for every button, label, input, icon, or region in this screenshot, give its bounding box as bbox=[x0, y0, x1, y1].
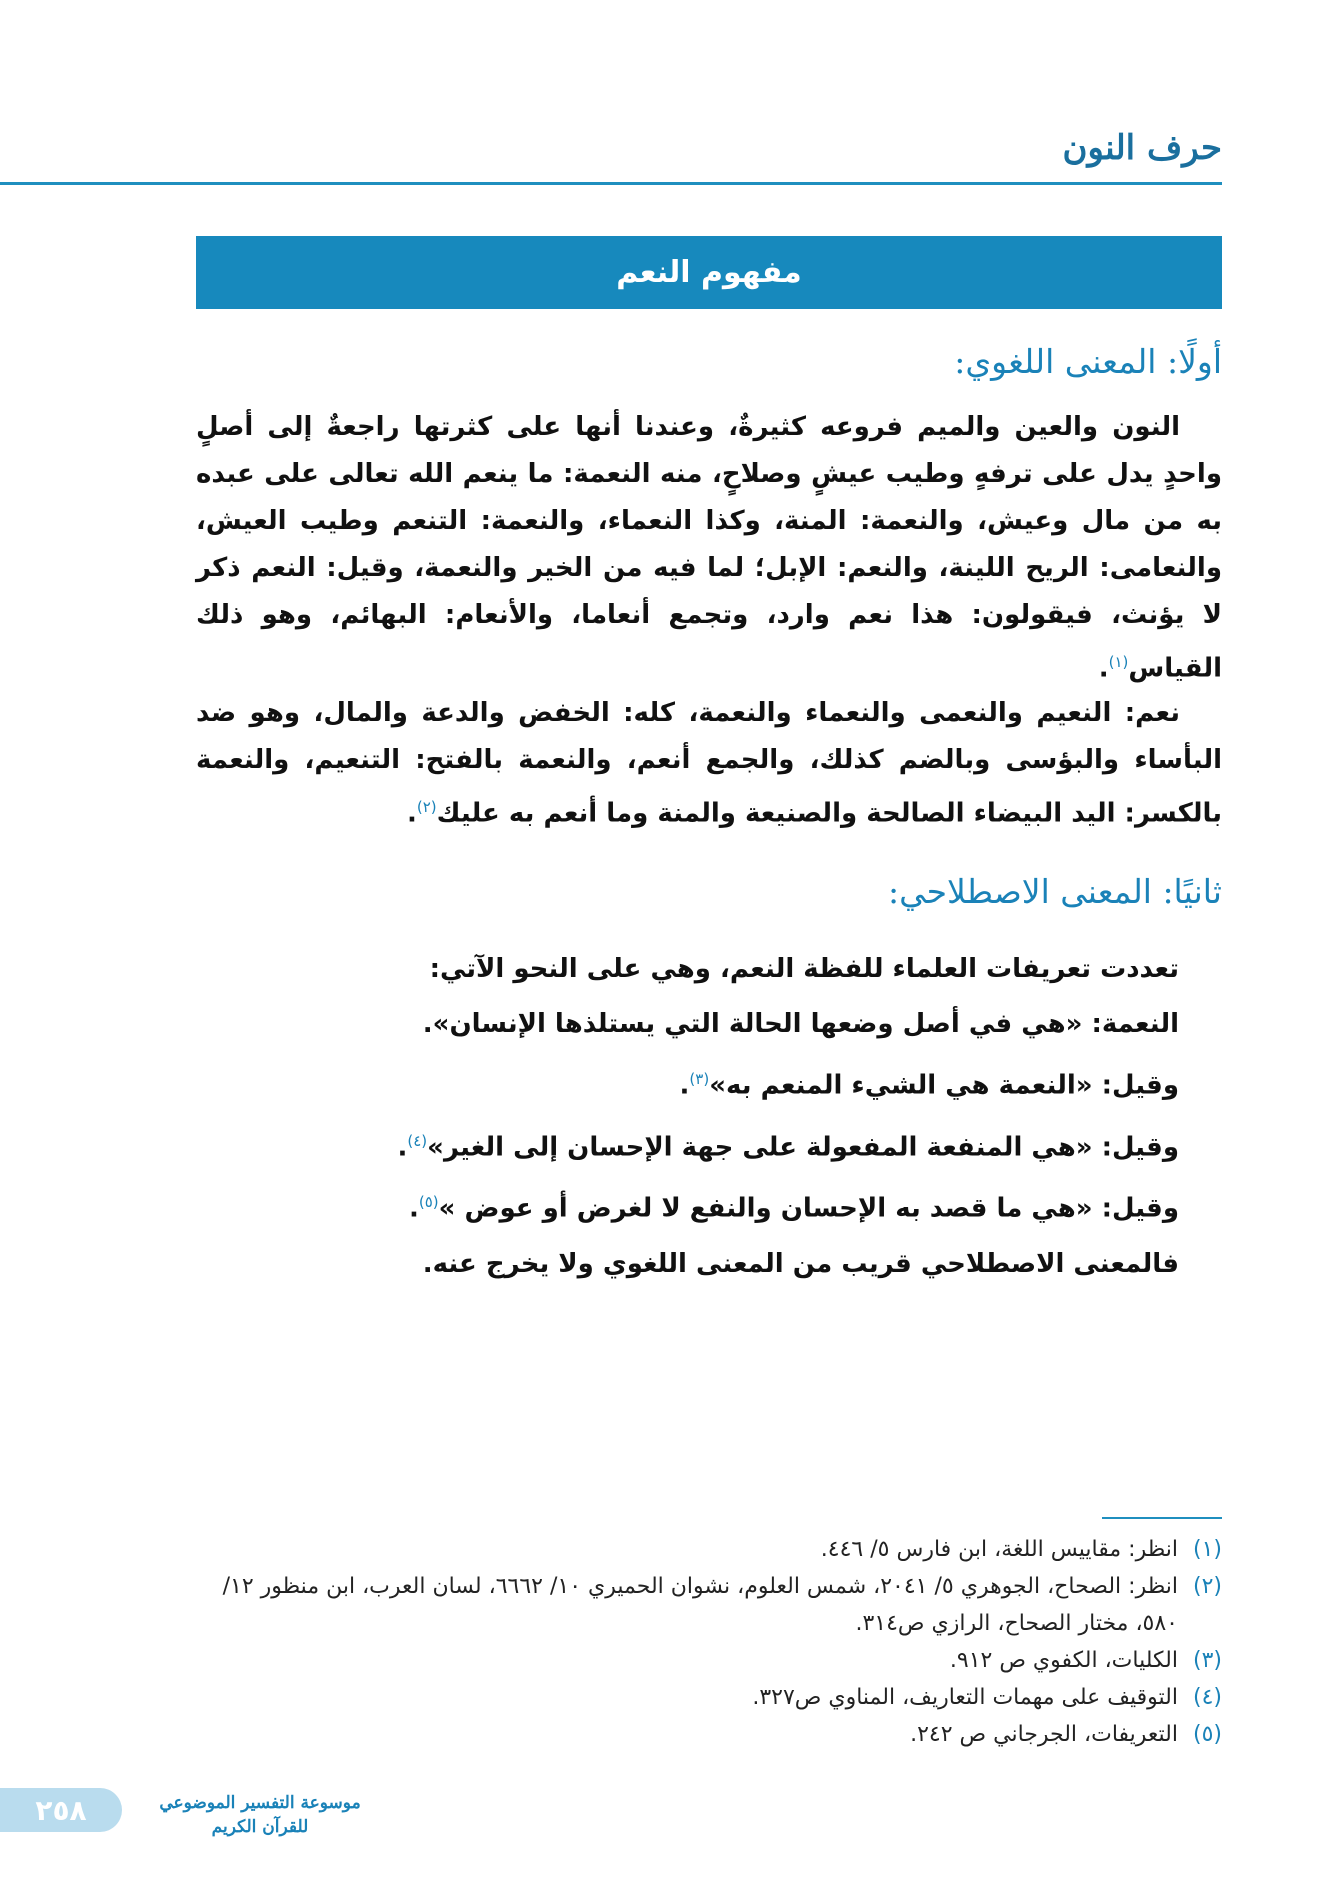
encyclopedia-logo bbox=[150, 1780, 370, 1850]
footnote-number: (٢) bbox=[1192, 1574, 1222, 1599]
footnote-text: التوقيف على مهمات التعاريف، المناوي ص٣٢٧. bbox=[752, 1685, 1178, 1710]
running-head: حرف النون bbox=[1062, 128, 1222, 168]
logo-text: موسوعة التفسير الموضوعي للقرآن الكريم bbox=[159, 1793, 361, 1837]
page-number-tab bbox=[0, 1788, 122, 1832]
footnote-number: (٣) bbox=[1192, 1648, 1222, 1673]
footnote-ref[interactable]: (١) bbox=[1108, 653, 1129, 671]
footnote-ref[interactable]: (٤) bbox=[407, 1131, 428, 1150]
paragraph-text: النون والعين والميم فروعه كثيرةٌ، وعندنا أنها على كثرتها راجعةٌ إلى أصلٍ واحدٍ يدل على ترفهٍ وطيب عيشٍ وصلاحٍ، منه النعمة: ما ينعم الله تعالى على عبده به من مال وعيش، والنعمة: المنة، وكذا النعماء، والنعمة: التنعم وطيب العيش، والنعامى: الريح اللينة، والنعم: الإبل؛ لما فيه من الخير والنعمة، وقيل: النعم ذكر لا يؤنث، فيقولون: هذا نعم وارد، وتجمع أنعاما، والأنعام: البهائم، وهو ذلك القياس bbox=[196, 412, 1222, 684]
section-title-band bbox=[196, 236, 1222, 309]
line-text: وقيل: «النعمة هي الشيء المنعم به» bbox=[709, 1070, 1179, 1101]
footnote-text: انظر: الصحاح، الجوهري ٥/ ٢٠٤١، شمس العلوم، نشوان الحميري ١٠/ ٦٦٦٢، لسان العرب، ابن منظور ١٢/ ٥٨٠، مختار الصحاح، الرازي ص٣١٤. bbox=[222, 1574, 1178, 1636]
footnote-text: الكليات، الكفوي ص ٩١٢. bbox=[949, 1648, 1178, 1673]
linguistic-paragraph-1: النون والعين والميم فروعه كثيرةٌ، وعندنا أنها على كثرتها راجعةٌ إلى أصلٍ واحدٍ يدل على ترفهٍ وطيب عيشٍ وصلاحٍ، منه النعمة: ما ينعم الله تعالى على عبده به من مال وعيش، والنعمة: المنة، وكذا النعماء، والنعمة: التنعم وطيب العيش، والنعامى: الريح اللينة، والنعم: الإبل؛ لما فيه من الخير والنعمة، وقيل: النعم ذكر لا يؤنث، فيقولون: هذا نعم وارد، وتجمع أنعاما، والأنعام: البهائم، وهو ذلك القياس$^{(١)}$. bbox=[196, 412, 1222, 684]
paragraph-text: نعم: النعيم والنعمى والنعماء والنعمة، كله: الخفض والدعة والمال، وهو ضد البأساء والبؤسى وبالضم كذلك، والجمع أنعم، والنعمة بالفتح: التنعيم، والنعمة بالكسر: اليد البيضاء الصالحة والصنيعة والمنة وما أنعم به عليك bbox=[196, 698, 1222, 829]
footnote bbox=[196, 1716, 1222, 1753]
footnote bbox=[196, 1568, 1222, 1642]
definition-line: وقيل: «هي ما قصد به الإحسان والنفع لا لغرض أو عوض »$^{(٥)}$. bbox=[408, 1193, 1179, 1224]
footnotes-block bbox=[196, 1517, 1222, 1753]
footnote-number: (٥) bbox=[1192, 1722, 1222, 1747]
linguistic-heading: أولًا: المعنى اللغوي: bbox=[954, 342, 1222, 381]
footnote-ref[interactable]: (٢) bbox=[416, 798, 437, 816]
definition-line bbox=[419, 1237, 1179, 1292]
line-text: وقيل: «هي المنفعة المفعولة على جهة الإحسان إلى الغير» bbox=[427, 1132, 1179, 1163]
definition-line: وقيل: «النعمة هي الشيء المنعم به»$^{(٣)}$. bbox=[679, 1070, 1179, 1101]
linguistic-paragraph-2: نعم: النعيم والنعمى والنعماء والنعمة، كله: الخفض والدعة والمال، وهو ضد البأساء والبؤسى وبالضم كذلك، والجمع أنعم، والنعمة بالفتح: التنعيم، والنعمة بالكسر: اليد البيضاء الصالحة والصنيعة والمنة وما أنعم به عليك$^{(٢)}$. bbox=[196, 698, 1222, 829]
footnote-number: (١) bbox=[1192, 1537, 1222, 1562]
footnote-number: (٤) bbox=[1192, 1685, 1222, 1710]
footnote-ref[interactable]: (٣) bbox=[689, 1070, 710, 1088]
footnote bbox=[196, 1642, 1222, 1679]
definition-line bbox=[419, 942, 1179, 997]
section-title: مفهوم النعم bbox=[616, 255, 802, 290]
terminological-heading: ثانيًا: المعنى الاصطلاحي: bbox=[887, 872, 1222, 911]
line-text: تعددت تعريفات العلماء للفظة النعم، وهي على النحو الآتي: bbox=[429, 954, 1179, 984]
definitions-list bbox=[397, 942, 1179, 1292]
definition-line bbox=[419, 997, 1179, 1052]
footnote bbox=[196, 1679, 1222, 1716]
footnote-ref[interactable]: (٥) bbox=[418, 1193, 439, 1212]
page-number: ٢٥٨ bbox=[35, 1793, 87, 1827]
line-text: وقيل: «هي ما قصد به الإحسان والنفع لا لغرض أو عوض » bbox=[438, 1193, 1179, 1224]
footnote bbox=[196, 1531, 1222, 1568]
footnote-text: التعريفات، الجرجاني ص ٢٤٢. bbox=[910, 1722, 1178, 1747]
footnote-separator bbox=[1102, 1517, 1222, 1519]
header-rule bbox=[0, 182, 1222, 185]
line-text: فالمعنى الاصطلاحي قريب من المعنى اللغوي ولا يخرج عنه. bbox=[422, 1248, 1179, 1279]
footnote-text: انظر: مقاييس اللغة، ابن فارس ٥/ ٤٤٦. bbox=[820, 1537, 1178, 1562]
line-text: النعمة: «هي في أصل وضعها الحالة التي يستلذها الإنسان». bbox=[422, 1009, 1179, 1039]
definition-line: وقيل: «هي المنفعة المفعولة على جهة الإحسان إلى الغير»$^{(٤)}$. bbox=[397, 1131, 1179, 1163]
